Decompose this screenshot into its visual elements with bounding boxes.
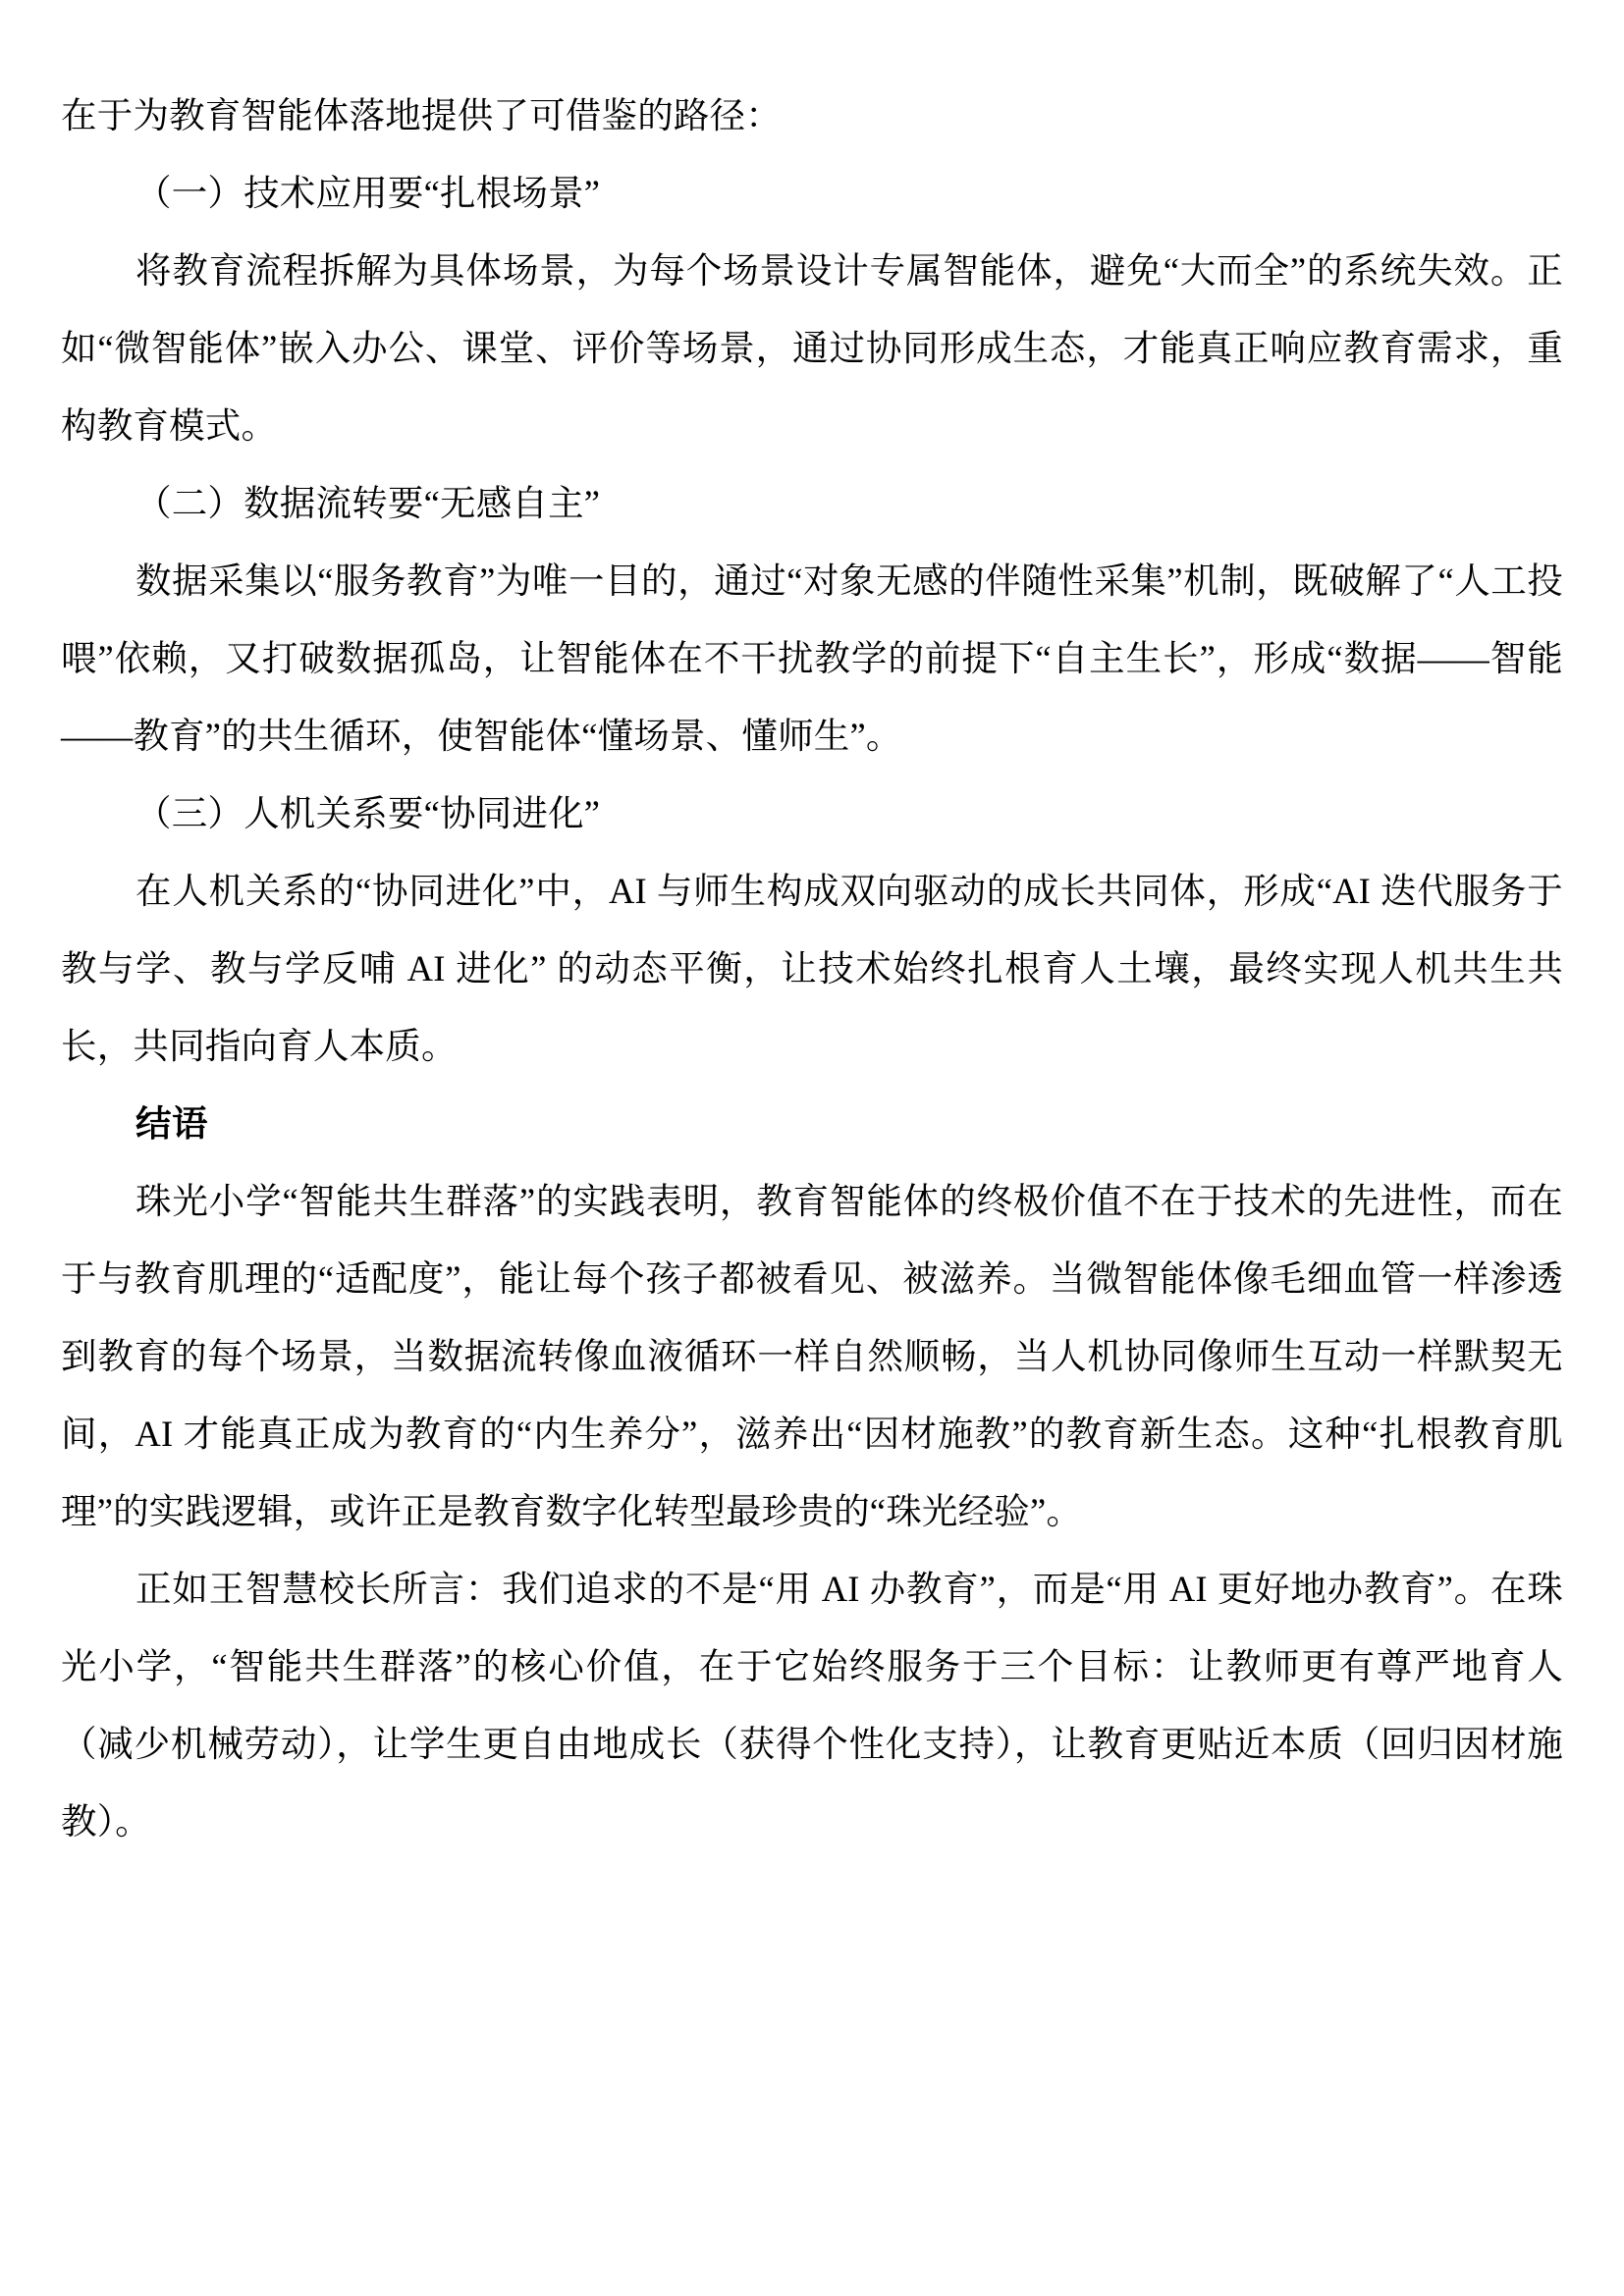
section-heading-one: （一）技术应用要“扎根场景” xyxy=(135,173,601,213)
section-heading-two: （二）数据流转要“无感自主” xyxy=(135,483,601,523)
conclusion-paragraph-one: 珠光小学“智能共生群落”的实践表明，教育智能体的终极价值不在于技术的先进性，而在于与教育肌理的“适配度”，能让每个孩子都被看见、被滋养。当微智能体像毛细血管一样渗透到教育的每个场景，当数据流转像血液循环一样自然顺畅，当人机协同像师生互动一样默契无间，AI 才能真正成为教育的“内生养分”，滋养出“因材施教”的教育新生态。这种“扎根教育肌理”的实践逻辑，或许正是教育数字化转型最珍贵的“珠光经验”。 xyxy=(61,1181,1563,1531)
document-body xyxy=(61,77,1563,1860)
conclusion-paragraph-two: 正如王智慧校长所言：我们追求的不是“用 AI 办教育”，而是“用 AI 更好地办教育”。在珠光小学，“智能共生群落”的核心价值，在于它始终服务于三个目标：让教师更有尊严地育人（减少机械劳动），让学生更自由地成长（获得个性化支持），让教育更贴近本质（回归因材施教）。 xyxy=(61,1569,1563,1842)
section-body-three: 在人机关系的“协同进化”中，AI 与师生构成双向驱动的成长共同体，形成“AI 迭代服务于教与学、教与学反哺 AI 进化” 的动态平衡，让技术始终扎根育人土壤，最终实现人机共生共长，共同指向育人本质。 xyxy=(61,871,1563,1066)
conclusion-heading: 结语 xyxy=(135,1103,208,1144)
paragraph-lead-in: 在于为教育智能体落地提供了可借鉴的路径： xyxy=(61,95,782,135)
section-body-one: 将教育流程拆解为具体场景，为每个场景设计专属智能体，避免“大而全”的系统失效。正如“微智能体”嵌入办公、课堂、评价等场景，通过协同形成生态，才能真正响应教育需求，重构教育模式。 xyxy=(61,250,1563,446)
section-body-two: 数据采集以“服务教育”为唯一目的，通过“对象无感的伴随性采集”机制，既破解了“人工投喂”依赖，又打破数据孤岛，让智能体在不干扰教学的前提下“自主生长”，形成“数据——智能——教育”的共生循环，使智能体“懂场景、懂师生”。 xyxy=(61,561,1563,756)
section-heading-three: （三）人机关系要“协同进化” xyxy=(135,793,601,833)
